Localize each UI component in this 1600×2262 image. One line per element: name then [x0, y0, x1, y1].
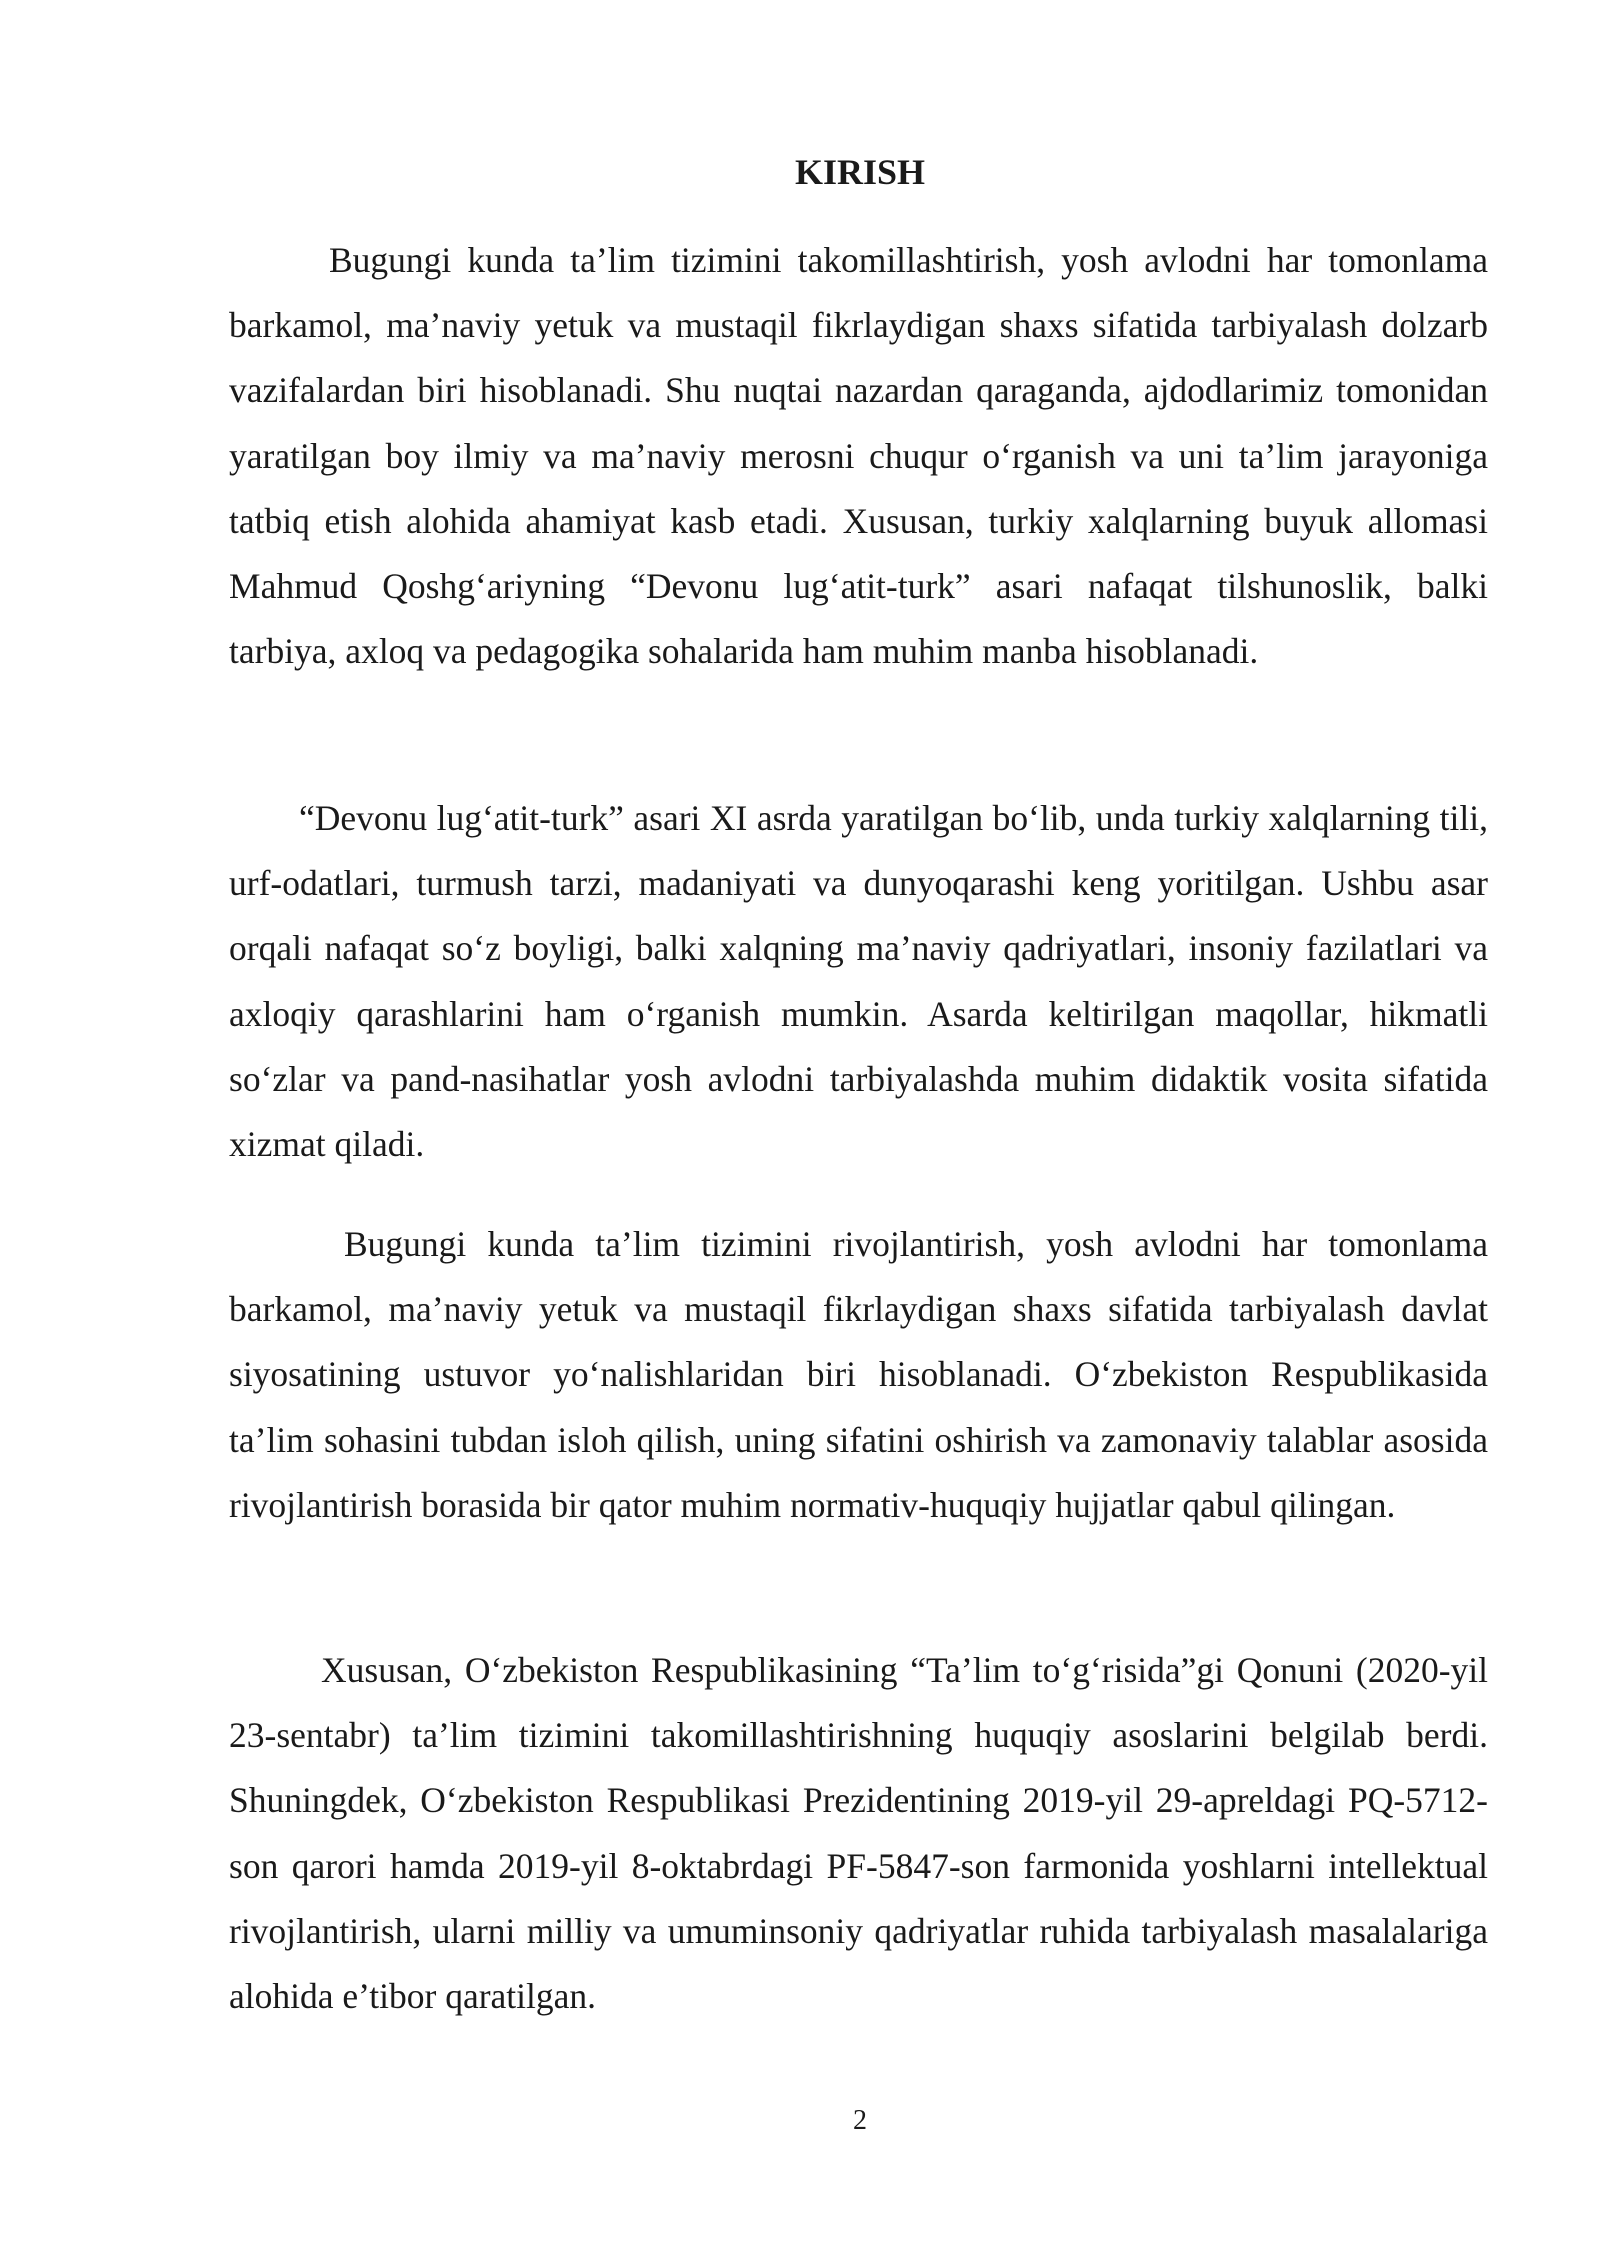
paragraph: Bugungi kunda ta’lim tizimini takomillashtirish, yosh avlodni har tomonlama barkamol, ma’naviy yetuk va mustaqil fikrlaydigan shaxs sifatida tarbiyalash dolzarb vazifalardan biri hisoblanadi. Shu nuqtai nazardan qaraganda, ajdodlarimiz tomonidan yaratilgan boy ilmiy va ma’naviy merosni chuqur o‘rganish va uni ta’lim jarayoniga tatbiq etish alohida ahamiyat kasb etadi. Xususan, turkiy xalqlarning buyuk allomasi Mahmud Qoshg‘ariyning “Devonu lug‘atit-turk” asari nafaqat tilshunoslik, balki tarbiya, axloq va pedagogika sohalarida ham muhim manba hisoblanadi. — [229, 240, 1488, 672]
paragraph: Xususan, O‘zbekiston Respublikasining “Ta’lim to‘g‘risida”gi Qonuni (2020-yil 23-sentabr) ta’lim tizimini takomillashtirishning huquqiy asoslarini belgilab berdi. Shuningdek, O‘zbekiston Respublikasi Prezidentining 2019-yil 29-apreldagi PQ-5712-son qarori hamda 2019-yil 8-oktabrdagi PF-5847-son farmonida yoshlarni intellektual rivojlantirish, ularni milliy va umuminsoniy qadriyatlar ruhida tarbiyalash masalalariga alohida e’tibor qaratilgan. — [229, 1650, 1488, 2017]
page-number: 2 — [853, 2105, 867, 2136]
section-title: KIRISH — [794, 152, 926, 192]
paragraph: Bugungi kunda ta’lim tizimini rivojlantirish, yosh avlodni har tomonlama barkamol, ma’naviy yetuk va mustaqil fikrlaydigan shaxs sifatida tarbiyalash davlat siyosatining ustuvor yo‘nalishlaridan biri hisoblanadi. O‘zbekiston Respublikasida ta’lim sohasini tubdan isloh qilish, uning sifatini oshirish va zamonaviy talablar asosida rivojlantirish borasida bir qator muhim normativ-huquqiy hujjatlar qabul qilingan. — [229, 1224, 1488, 1525]
paragraph: “Devonu lug‘atit-turk” asari XI asrda yaratilgan bo‘lib, unda turkiy xalqlarning tili, urf-odatlari, turmush tarzi, madaniyati va dunyoqarashi keng yoritilgan. Ushbu asar orqali nafaqat so‘z boyligi, balki xalqning ma’naviy qadriyatlari, insoniy fazilatlari va axloqiy qarashlarini ham o‘rganish mumkin. Asarda keltirilgan maqollar, hikmatli so‘zlar va pand-nasihatlar yosh avlodni tarbiyalashda muhim didaktik vosita sifatida xizmat qiladi. — [229, 798, 1488, 1165]
